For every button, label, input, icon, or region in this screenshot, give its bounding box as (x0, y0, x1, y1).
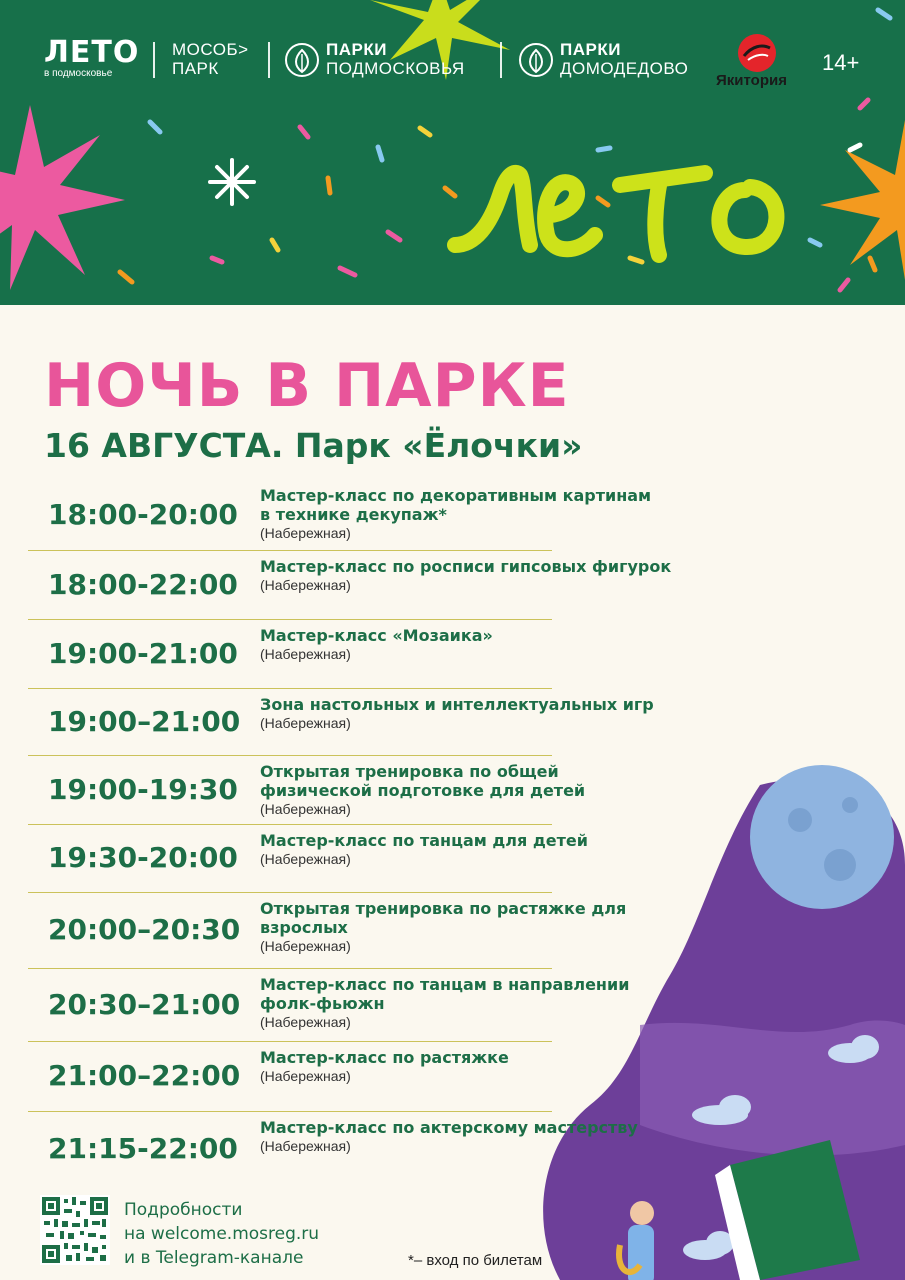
leto-logo-word: ЛЕТО (44, 35, 140, 70)
pink-star-icon (0, 105, 125, 290)
event-location: (Набережная) (260, 1068, 351, 1084)
event-name: Мастер-класс по танцам в направлении фолк-фьюжн (260, 975, 630, 1013)
schedule-row (28, 1042, 552, 1112)
schedule-row (28, 480, 652, 551)
schedule-time: 21:15-22:00 (48, 1132, 238, 1165)
event-name: Мастер-класс по растяжке (260, 1048, 509, 1067)
partner-logos (0, 30, 905, 100)
schedule-event (260, 899, 660, 955)
leaf-icon (284, 42, 320, 78)
divider (153, 42, 155, 78)
parki-domodedovo-logo (560, 40, 688, 78)
leto-script-lettering (445, 95, 845, 285)
event-location: (Набережная) (260, 938, 351, 954)
event-location: (Набережная) (260, 1014, 351, 1030)
mosoblpark-line2: ПАРК (172, 59, 219, 78)
schedule-event (260, 557, 700, 594)
event-location: (Набережная) (260, 1138, 351, 1154)
schedule-event (260, 762, 660, 818)
event-location: (Набережная) (260, 715, 351, 731)
event-subtitle: 16 АВГУСТА. Парк «Ёлочки» (44, 426, 583, 465)
event-name: Мастер-класс по декоративным картинам в технике декупаж* (260, 486, 652, 524)
schedule-row (28, 825, 588, 893)
footer-line3: и в Telegram-канале (124, 1248, 304, 1268)
schedule-event (260, 1118, 660, 1155)
schedule-row (28, 689, 654, 756)
schedule-row (28, 756, 586, 825)
schedule-row (28, 620, 552, 689)
event-location: (Набережная) (260, 577, 351, 593)
event-name: Зона настольных и интеллектуальных игр (260, 695, 654, 714)
footer-info (124, 1198, 319, 1270)
schedule-time: 21:00–22:00 (48, 1059, 241, 1092)
schedule-time: 18:00-22:00 (48, 568, 238, 601)
event-name: Мастер-класс по танцам для детей (260, 831, 588, 850)
event-name: Мастер-класс по росписи гипсовых фигурок (260, 557, 672, 576)
footer-link[interactable]: на welcome.mosreg.ru (124, 1224, 320, 1244)
parki-podm-line1: ПАРКИ (326, 40, 387, 59)
schedule-time: 18:00-20:00 (48, 498, 238, 531)
mosoblpark-logo (172, 40, 249, 78)
yakitoriya-logo-text: Якитория (716, 72, 787, 89)
qr-code-icon[interactable] (40, 1195, 110, 1265)
age-rating: 14+ (822, 50, 860, 75)
yakitoriya-logo-icon (736, 32, 778, 74)
header-banner (0, 0, 905, 305)
schedule-row (28, 893, 627, 969)
schedule-time: 19:00–21:00 (48, 705, 241, 738)
schedule-time: 19:30-20:00 (48, 841, 238, 874)
schedule-event (260, 1048, 660, 1085)
event-title: НОЧЬ В ПАРКЕ (44, 351, 570, 421)
schedule-event (260, 486, 660, 542)
parki-podmoskovya-logo (326, 40, 465, 78)
white-sparkle-icon (210, 160, 254, 204)
schedule-row (28, 969, 630, 1042)
event-name: Открытая тренировка по растяжке для взрослых (260, 899, 627, 937)
event-location: (Набережная) (260, 646, 351, 662)
schedule-time: 19:00-21:00 (48, 637, 238, 670)
divider (268, 42, 270, 78)
leto-logo-sub: в подмосковье (44, 68, 113, 79)
event-name: Открытая тренировка по общей физической подготовке для детей (260, 762, 586, 800)
footer-line1: Подробности (124, 1200, 243, 1220)
schedule-event (260, 975, 660, 1031)
leaf-icon (518, 42, 554, 78)
schedule-row (28, 551, 672, 620)
event-location: (Набережная) (260, 851, 351, 867)
schedule-event (260, 831, 660, 868)
parki-podm-line2: ПОДМОСКОВЬЯ (326, 59, 465, 78)
leto-logo (44, 35, 140, 80)
divider (500, 42, 502, 78)
schedule-time: 20:30–21:00 (48, 988, 241, 1021)
schedule-row (28, 1112, 638, 1187)
parki-dom-line2: ДОМОДЕДОВО (560, 59, 689, 78)
schedule-event (260, 695, 660, 732)
schedule-time: 20:00–20:30 (48, 913, 241, 946)
event-location: (Набережная) (260, 801, 351, 817)
schedule-event (260, 626, 660, 663)
main-content (0, 305, 905, 1280)
mosoblpark-line1: МОСОБ> (172, 40, 249, 59)
moon-icon (750, 765, 894, 909)
event-location: (Набережная) (260, 525, 351, 541)
event-name: Мастер-класс по актерскому мастерству (260, 1118, 638, 1137)
parki-dom-line1: ПАРКИ (560, 40, 621, 59)
event-name: Мастер-класс «Мозаика» (260, 626, 493, 645)
ticket-note: *– вход по билетам (408, 1252, 543, 1269)
schedule-time: 19:00-19:30 (48, 773, 238, 806)
